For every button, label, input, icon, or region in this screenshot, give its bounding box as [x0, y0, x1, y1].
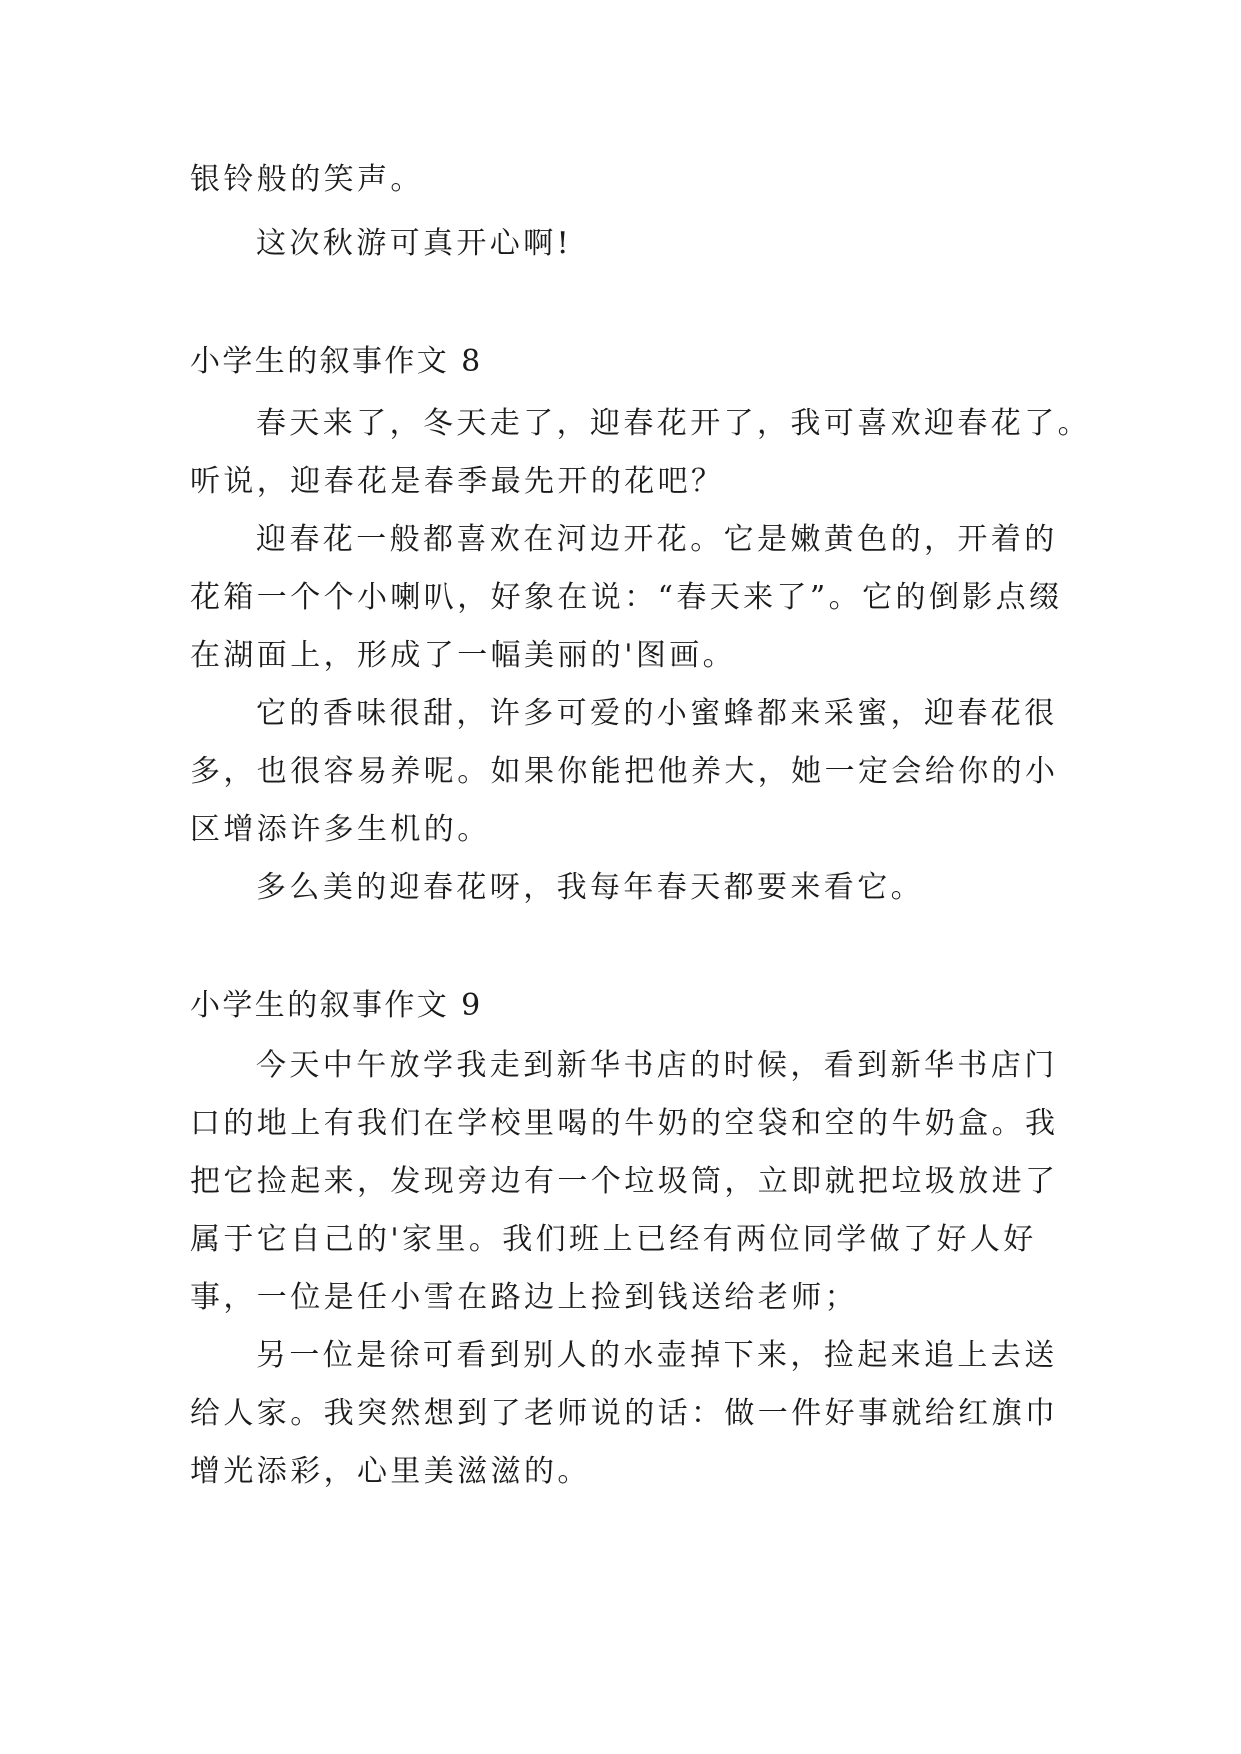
paragraph-line: 多，也很容易养呢。如果你能把他养大，她一定会给你的小	[190, 754, 1059, 789]
paragraph-line: 区增添许多生机的。	[190, 812, 491, 847]
paragraph-line: 口的地上有我们在学校里喝的牛奶的空袋和空的牛奶盒。我	[190, 1106, 1059, 1141]
paragraph-line: 银铃般的笑声。	[190, 162, 424, 197]
paragraph-line: 它的香味很甜，许多可爱的小蜜蜂都来采蜜，迎春花很	[256, 696, 1058, 731]
paragraph-line: 这次秋游可真开心啊!	[256, 226, 573, 261]
paragraph-line: 在湖面上，形成了一幅美丽的'图画。	[190, 638, 737, 673]
paragraph-line: 给人家。我突然想到了老师说的话：做一件好事就给红旗巾	[190, 1396, 1059, 1431]
paragraph-line: 花箱一个个小喇叭，好象在说：“春天来了”。它的倒影点缀	[190, 580, 1063, 615]
paragraph-line: 增光添彩，心里美滋滋的。	[190, 1454, 591, 1489]
paragraph-line: 今天中午放学我走到新华书店的时候，看到新华书店门	[256, 1048, 1058, 1083]
paragraph-line: 把它捡起来，发现旁边有一个垃圾筒，立即就把垃圾放进了	[190, 1164, 1059, 1199]
paragraph-line: 春天来了，冬天走了，迎春花开了，我可喜欢迎春花了。	[256, 406, 1091, 441]
paragraph-line: 事，一位是任小雪在路边上捡到钱送给老师；	[190, 1280, 858, 1315]
paragraph-line: 听说，迎春花是春季最先开的花吧？	[190, 464, 725, 499]
paragraph-line: 另一位是徐可看到别人的水壶掉下来，捡起来追上去送	[256, 1338, 1058, 1373]
paragraph-line: 多么美的迎春花呀，我每年春天都要来看它。	[256, 870, 924, 905]
section-title: 小学生的叙事作文 9	[190, 988, 483, 1023]
section-title: 小学生的叙事作文 8	[190, 344, 483, 379]
paragraph-line: 属于它自己的'家里。我们班上已经有两位同学做了好人好	[190, 1222, 1037, 1257]
paragraph-line: 迎春花一般都喜欢在河边开花。它是嫩黄色的，开着的	[256, 522, 1058, 557]
